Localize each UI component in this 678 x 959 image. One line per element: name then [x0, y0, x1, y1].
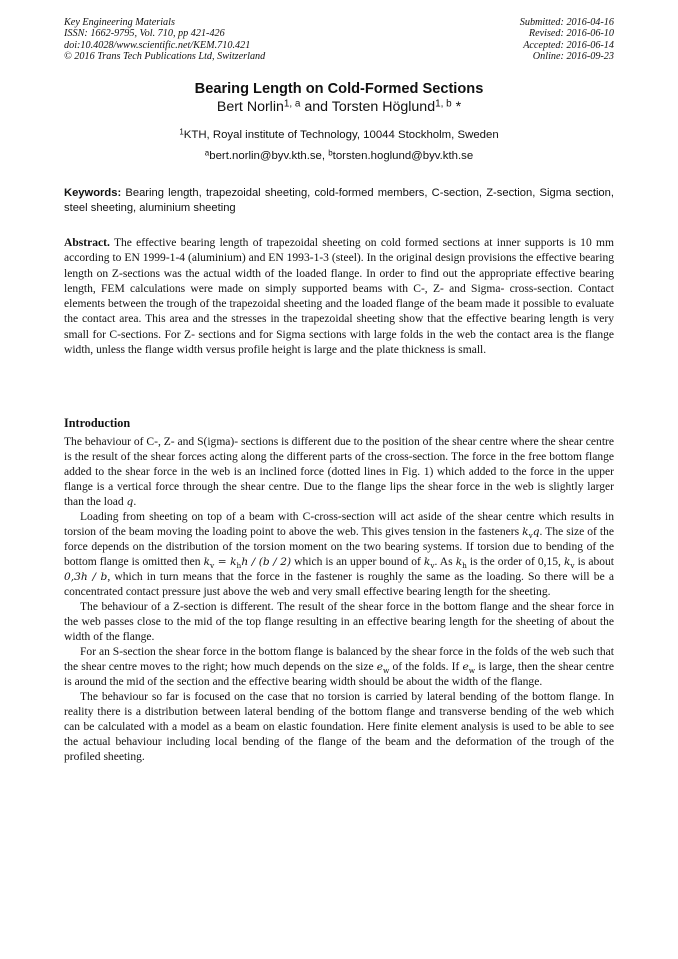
keywords-label: Keywords: — [64, 187, 122, 199]
abstract-block — [64, 236, 614, 358]
paragraph-text: For an S-section the shear force in the bottom flange is balanced by the shear force in the folds of the web such that the shear centre moves to the right; how much depends on the size — [64, 646, 614, 673]
math-kv: $k_v$ — [563, 556, 575, 571]
affiliation-number: 1 — [179, 127, 184, 137]
math-kv-q: $k_vq$ — [522, 526, 540, 541]
paragraph-text: is large, then the shear centre is around the mid of the section and the effective bearing width should be about the width of the flange. — [64, 661, 614, 688]
corresponding-star: * — [451, 99, 462, 115]
intro-paragraph-4 — [64, 645, 614, 690]
issn-line: ISSN: 1662-9795, Vol. 710, pp 421-426 — [64, 28, 225, 40]
paragraph-text: is the order of 0,15, — [466, 556, 564, 568]
abstract-text: The effective bearing length of trapezoidal sheeting on cold formed sections at inner supports is 10 mm according to EN 1999-1-4 (aluminium) and EN 1993-1-3 (steel). In the original design provisions the effective bearing length on Z-sections was the actual width of the loaded flange. In order to find out the appropriate effective bearing length, FEM calculations were made on simply supported beams with C-, Z- and Sigma- cross-section. Contact elements between the trough of the trapezoidal sheeting and the loaded flange of the beam made it possible to evaluate the contact area. This area and the stresses in the trapezoidal sheeting show that the effective bearing length is very small for C-sections. For Z- sections and for Sigma sections with large folds in the web the contact area is the flange width, unless the flange width versus profile height is large and the plate thickness is small. — [64, 237, 614, 356]
affiliation-text: KTH, Royal institute of Technology, 10044 Stockholm, Sweden — [183, 129, 499, 141]
publication-info — [64, 17, 265, 62]
paragraph-text: . As — [434, 556, 456, 568]
author-2-affil: 1, b — [435, 98, 452, 110]
paragraph-text: . — [133, 496, 137, 508]
email-line — [0, 150, 678, 162]
doi-line: doi:10.4028/www.scientific.net/KEM.710.421 — [64, 39, 251, 51]
paper-title: Bearing Length on Cold-Formed Sections — [194, 81, 484, 97]
math-kh: $k_h$ — [455, 556, 467, 571]
paragraph-text: of the folds. If — [389, 661, 463, 673]
author-and: and — [300, 99, 332, 115]
dates-info — [520, 17, 614, 62]
copyright-line: © 2016 Trans Tech Publications Ltd, Switzerland — [64, 50, 266, 62]
abstract-label: Abstract. — [64, 237, 110, 249]
intro-paragraph-1 — [64, 435, 614, 510]
paragraph-text: Loading from sheeting on top of a beam with C-cross-section will act aside of the shear centre which results in torsion of the beam moving the loading point to above the web. This gives tension in the fasteners — [64, 511, 614, 538]
intro-paragraph-3: The behaviour of a Z-section is different. The result of the shear force in the bottom flange and the shear force in the web passes close to the mid of the top flange resulting in an effective bearing length for the sheeting of about the width of the flange. — [64, 601, 614, 643]
accepted-date: Accepted: 2016-06-14 — [523, 39, 614, 51]
email-b[interactable]: torsten.hoglund@byv.kth.se — [332, 150, 474, 162]
affiliation — [0, 129, 678, 141]
email-a[interactable]: bert.norlin@byv.kth.se, — [209, 150, 329, 162]
paragraph-text: which is an upper bound of — [291, 556, 424, 568]
math-q: q — [126, 496, 134, 508]
revised-date: Revised: 2016-06-10 — [528, 28, 614, 40]
online-date: Online: 2016-09-23 — [532, 50, 614, 62]
math-ew: $e_w$ — [462, 661, 476, 676]
author-line — [0, 99, 678, 115]
journal-name: Key Engineering Materials — [64, 17, 175, 28]
math-h-over-b: 0,3h / b — [64, 571, 108, 583]
keywords-text: Bearing length, trapezoidal sheeting, cold-formed members, C-section, Z-section, Sigma section, steel sheeting, aluminium sheeting — [64, 187, 614, 214]
paragraph-text: The behaviour of C-, Z- and S(igma)- sections is different due to the position of the shear centre where the shear centre is the result of the shear forces acting along the different parts of the cross-section. The force in the free bottom flange added to the shear force in the web is an inclined force (dotted lines in Fig. 1) which added to the force in the upper flange is a vertical force through the shear centre. Due to the flange lips the shear force in the web is slightly larger than the load — [64, 436, 614, 508]
keywords-block — [64, 186, 614, 215]
email-b-marker: b — [328, 148, 333, 158]
paragraph-text: is about — [574, 556, 614, 568]
introduction-body — [64, 435, 614, 765]
intro-paragraph-2 — [64, 510, 614, 600]
math-kv-equation: $k_v = k_hh / (b / 2)$ — [203, 556, 292, 571]
math-ew: $e_w$ — [376, 661, 390, 676]
submitted-date: Submitted: 2016-04-16 — [519, 17, 614, 28]
introduction-heading: Introduction — [64, 416, 131, 430]
author-2: Torsten Höglund — [331, 99, 436, 115]
paragraph-text: . The size of the force depends on the distribution of the torsion moment on the two bearing systems. If torsion due to bending of the bottom flange is omitted then — [64, 526, 614, 568]
author-1: Bert Norlin — [216, 99, 284, 115]
paragraph-text: , which in turn means that the force in the fastener is roughly the same as the loading. So there will be a concentrated contact pressure just above the web and very small effective bearing length for the sheeting. — [64, 571, 614, 598]
intro-paragraph-5: The behaviour so far is focused on the case that no torsion is carried by lateral bending of the bottom flange. In reality there is a distribution between lateral bending of the bottom flange and transverse bending of the web which can be calculated with a model as a beam on elastic foundation. Here finite element analysis is used to be able to see the actual behaviour including local bending of the flange of the beam and the deformation of the trough of the profiled sheeting. — [64, 691, 614, 763]
email-a-marker: a — [204, 148, 210, 158]
math-kv: $k_v$ — [423, 556, 435, 571]
author-1-affil: 1, a — [283, 98, 301, 110]
